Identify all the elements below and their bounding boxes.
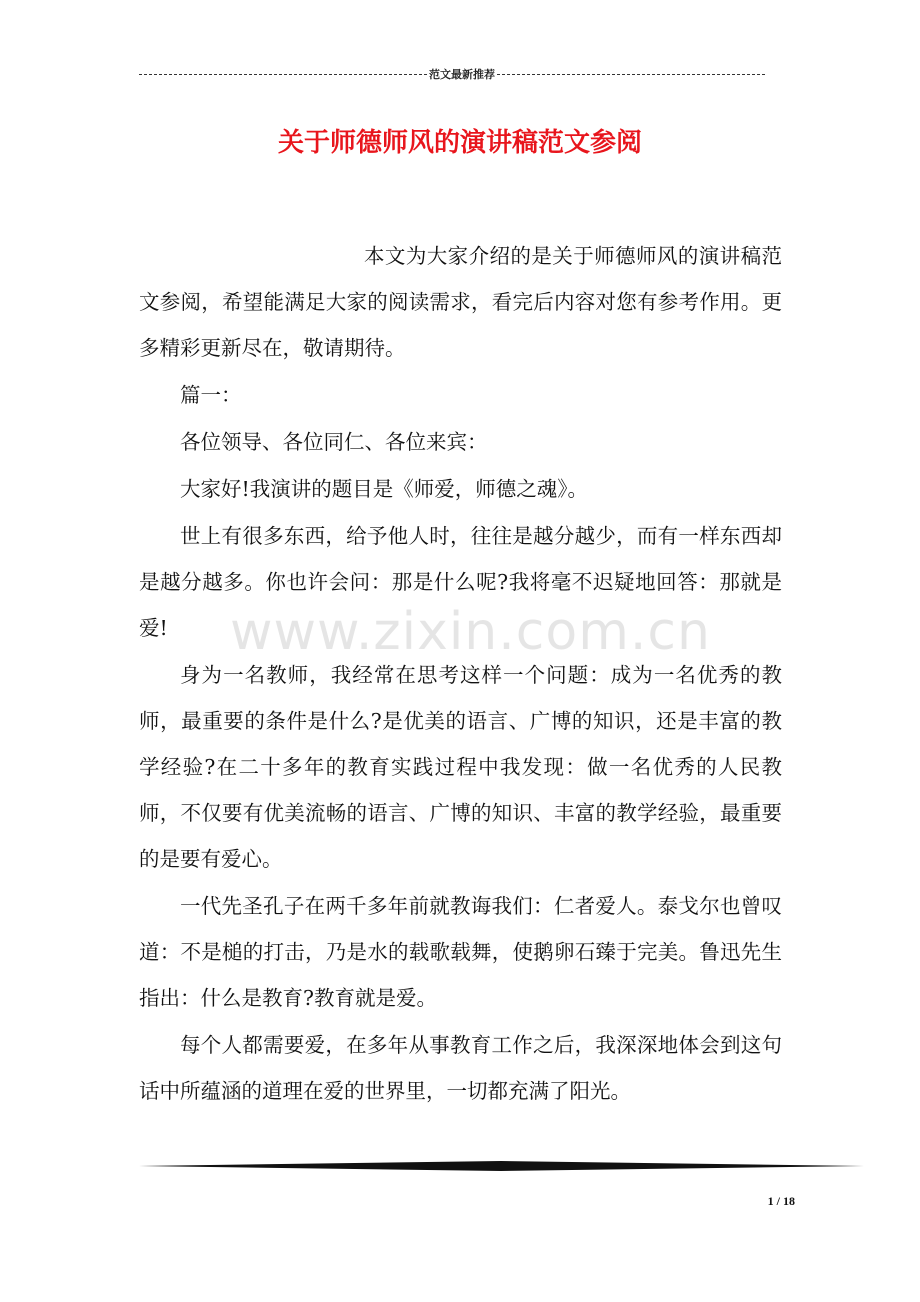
- body-paragraph: 一代先圣孔子在两千多年前就教诲我们：仁者爱人。泰戈尔也曾叹道：不是槌的打击，乃是水的载歌载舞，使鹅卵石臻于完美。鲁迅先生指出：什么是教育?教育就是爱。: [139, 894, 782, 1010]
- document-title: 关于师德师风的演讲稿范文参阅: [277, 128, 642, 158]
- section-heading: 篇一：: [180, 383, 242, 407]
- header-dashes-left: [139, 74, 427, 75]
- watermark: www.zixin.com.cn: [230, 602, 711, 662]
- header-label: 范文最新推荐: [429, 68, 495, 81]
- footer-rule: [139, 1160, 864, 1172]
- body-paragraph: 世上有很多东西，给予他人时，往往是越分越少，而有一样东西却是越分越多。你也许会问：那是什么呢?我将毫不迟疑地回答：那就是爱!: [139, 524, 782, 640]
- greeting-paragraph: 大家好!我演讲的题目是《师爱，师德之魂》。: [180, 477, 588, 501]
- page-header: [139, 66, 767, 82]
- salutation: 各位领导、各位同仁、各位来宾：: [180, 430, 488, 454]
- body-paragraph: 身为一名教师，我经常在思考这样一个问题：成为一名优秀的教师，最重要的条件是什么?是优美的语言、广博的知识，还是丰富的教学经验?在二十多年的教育实践过程中我发现：做一名优秀的人民教师，不仅要有优美流畅的语言、广博的知识、丰富的教学经验，最重要的是要有爱心。: [139, 663, 782, 871]
- body-paragraph: 每个人都需要爱，在多年从事教育工作之后，我深深地体会到这句话中所蕴涵的道理在爱的世界里，一切都充满了阳光。: [139, 1033, 782, 1103]
- page-number: 1 / 18: [767, 1194, 795, 1208]
- document-body: [139, 233, 782, 1115]
- intro-paragraph: 本文为大家介绍的是关于师德师风的演讲稿范文参阅，希望能满足大家的阅读需求，看完后内容对您有参考作用。更多精彩更新尽在，敬请期待。: [139, 244, 782, 360]
- header-dashes-right: [497, 74, 767, 75]
